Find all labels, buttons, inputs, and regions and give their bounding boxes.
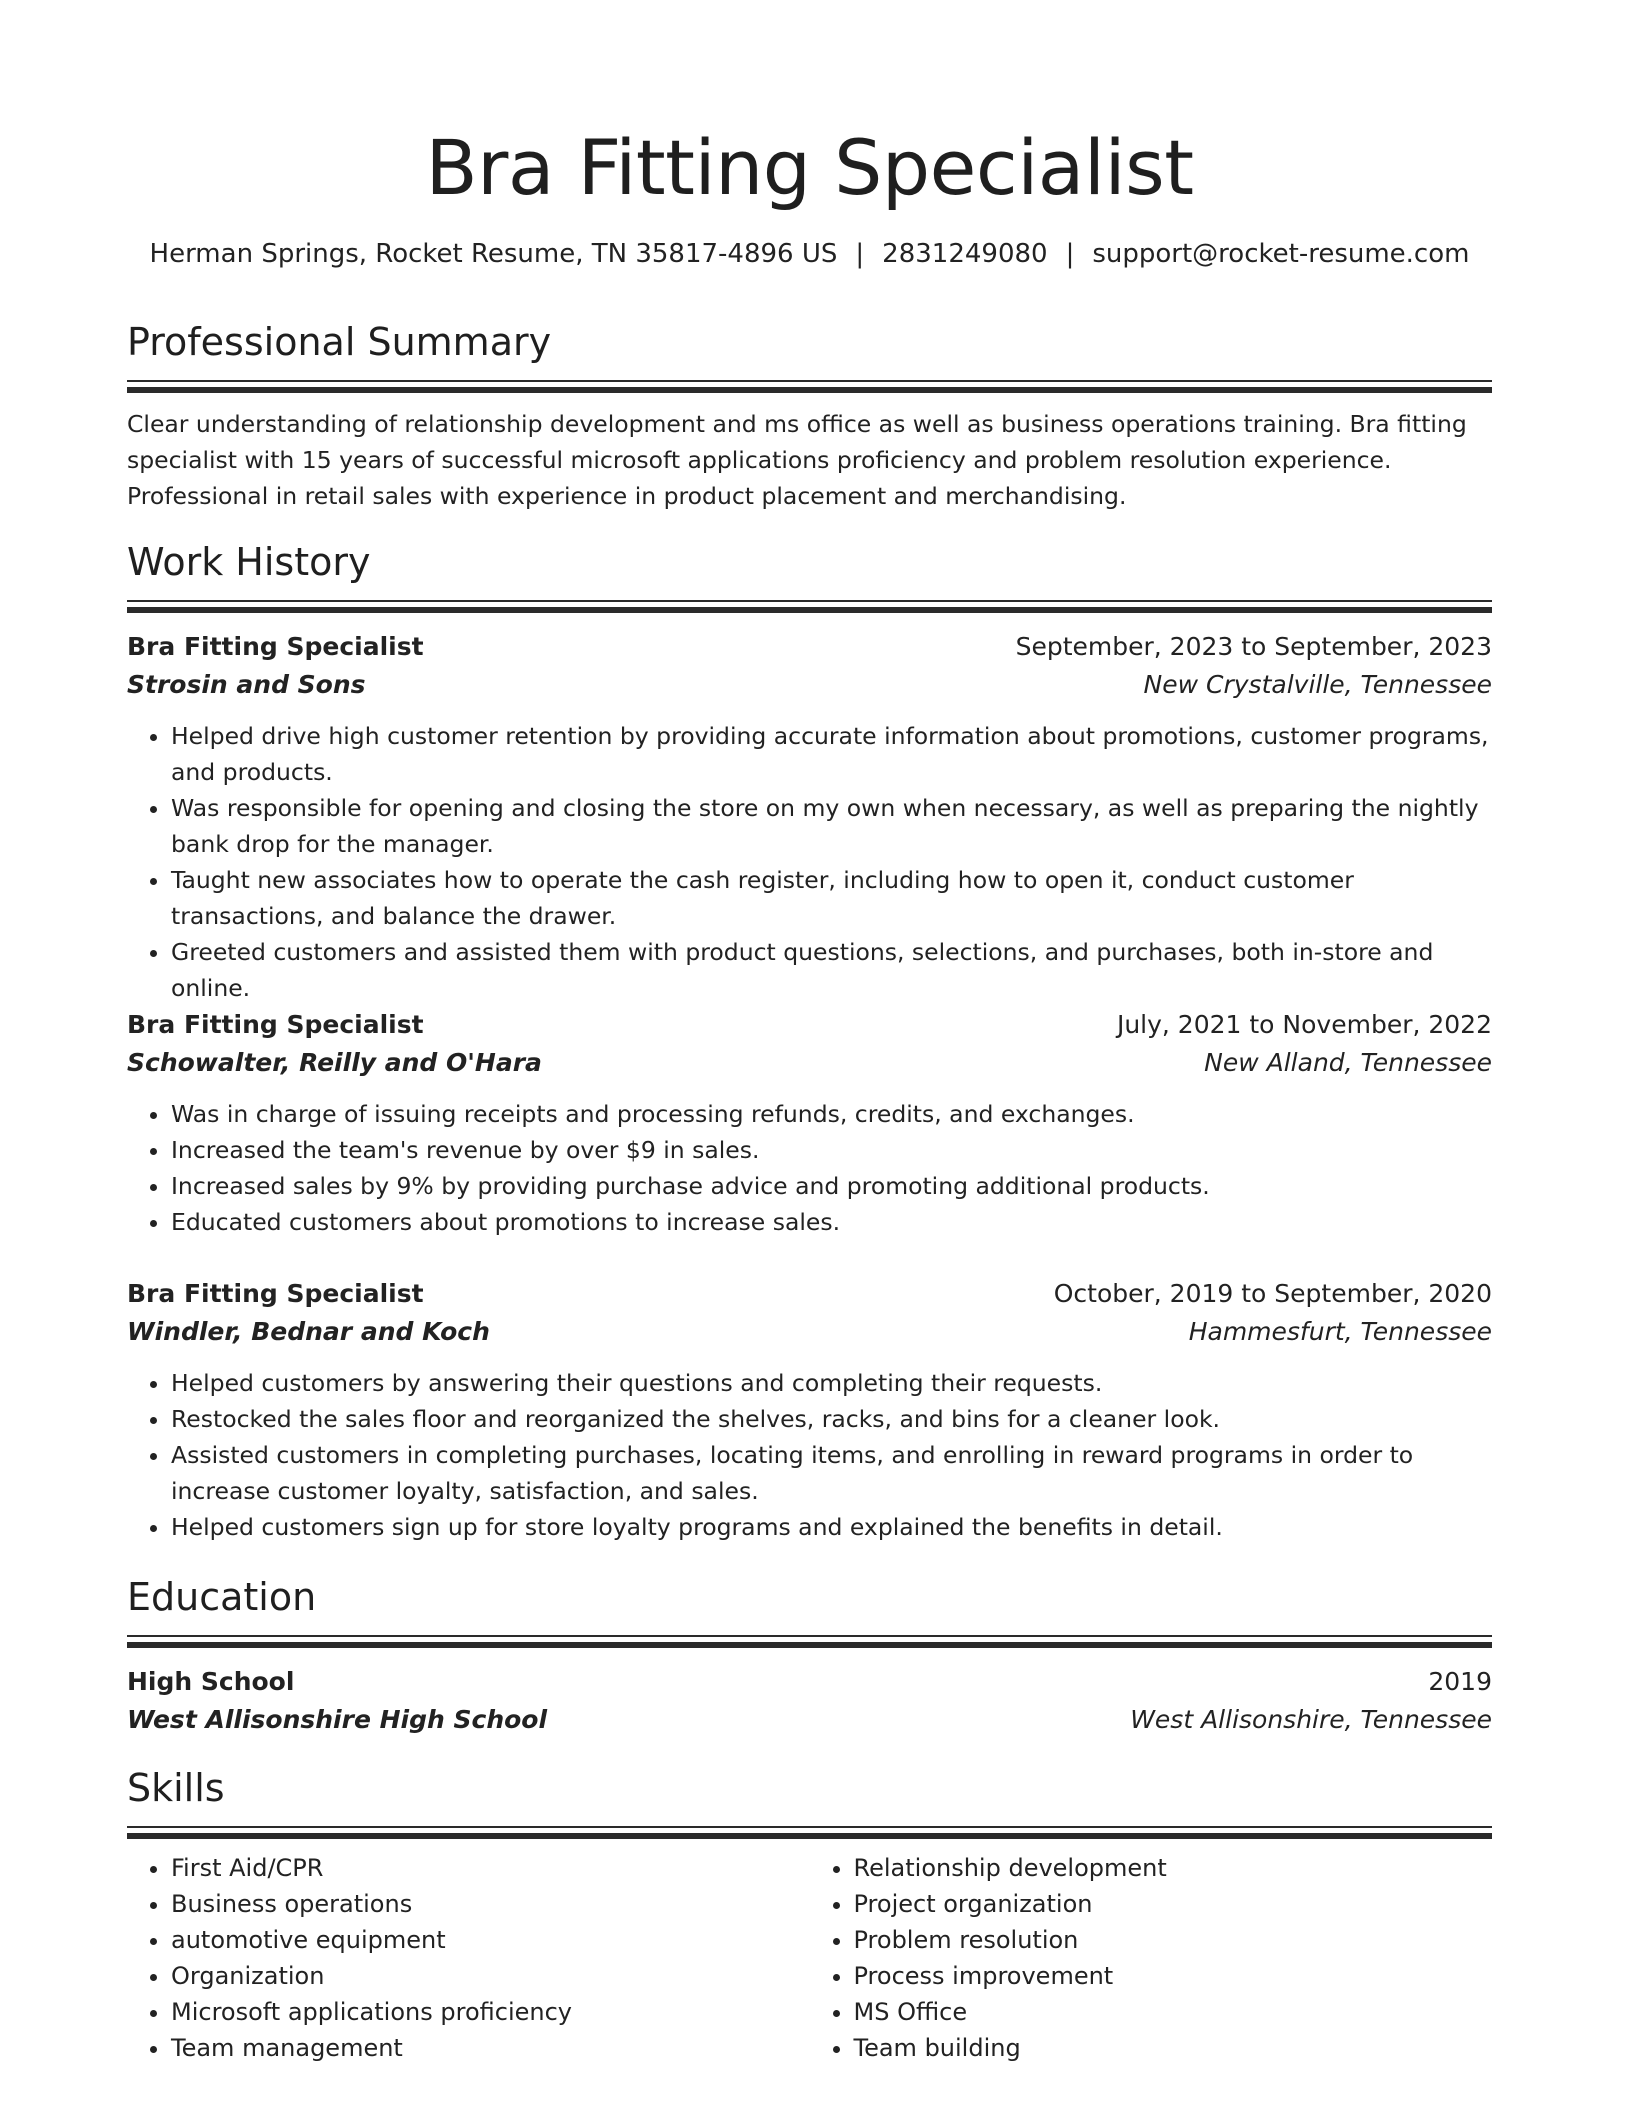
job-company: Windler, Bednar and Koch bbox=[127, 1317, 490, 1346]
section-heading: Professional Summary bbox=[127, 320, 552, 364]
list-item: • Increased the team's revenue by over $9 in sales. bbox=[171, 1132, 1492, 1168]
contact-separator: | bbox=[1065, 239, 1075, 269]
list-item: • Organization bbox=[171, 1958, 810, 1994]
job-entry bbox=[127, 628, 1492, 1006]
education-section bbox=[127, 1571, 1492, 1739]
job-title: Bra Fitting Specialist bbox=[127, 1010, 424, 1039]
list-item: • Relationship development bbox=[854, 1850, 1493, 1886]
education-location: West Allisonshire, Tennessee bbox=[1130, 1705, 1492, 1734]
section-divider bbox=[127, 600, 1492, 616]
skills-columns bbox=[127, 1850, 1492, 2066]
job-title: Bra Fitting Specialist bbox=[127, 1279, 424, 1308]
contact-line bbox=[127, 236, 1492, 272]
list-item: • Taught new associates how to operate the cash register, including how to open it, conduct customer transactions, and balance the drawer. bbox=[171, 862, 1492, 934]
skills-section bbox=[127, 1762, 1492, 2066]
contact-phone: 2831249080 bbox=[882, 239, 1048, 269]
section-divider bbox=[127, 380, 1492, 396]
summary-section bbox=[127, 316, 1492, 514]
list-item: • Process improvement bbox=[854, 1958, 1493, 1994]
job-company: Strosin and Sons bbox=[127, 670, 366, 699]
list-item: • Team building bbox=[854, 2030, 1493, 2066]
list-item: • automotive equipment bbox=[171, 1922, 810, 1958]
list-item: • Educated customers about promotions to increase sales. bbox=[171, 1204, 1492, 1240]
list-item: • Team management bbox=[171, 2030, 810, 2066]
contact-separator: | bbox=[855, 239, 865, 269]
job-location: New Alland, Tennessee bbox=[1204, 1048, 1492, 1077]
job-dates: July, 2021 to November, 2022 bbox=[1116, 1010, 1492, 1039]
list-item: • Project organization bbox=[854, 1886, 1493, 1922]
summary-text: Clear understanding of relationship development and ms office as well as business operations training. Bra fitting specialist with 15 years of successful microsoft applications proficiency and problem resolution experience. Professional in retail sales with experience in product placement and merchandising. bbox=[127, 410, 1467, 510]
contact-address: Herman Springs, Rocket Resume, TN 35817-4896 US bbox=[149, 239, 838, 269]
list-item: • Problem resolution bbox=[854, 1922, 1493, 1958]
list-item: • Restocked the sales floor and reorganized the shelves, racks, and bins for a cleaner look. bbox=[171, 1401, 1492, 1437]
list-item: • MS Office bbox=[854, 1994, 1493, 2030]
list-item: • First Aid/CPR bbox=[171, 1850, 810, 1886]
section-heading: Skills bbox=[127, 1766, 225, 1810]
education-year: 2019 bbox=[1428, 1667, 1492, 1696]
list-item: • Was responsible for opening and closing the store on my own when necessary, as well as preparing the nightly bank drop for the manager. bbox=[171, 790, 1492, 862]
work-history-section bbox=[127, 536, 1492, 616]
job-dates: September, 2023 to September, 2023 bbox=[1015, 632, 1492, 661]
resume-title: Bra Fitting Specialist bbox=[425, 123, 1194, 212]
skills-list-right bbox=[810, 1850, 1493, 2066]
job-entry bbox=[127, 1006, 1492, 1240]
list-item: • Assisted customers in completing purchases, locating items, and enrolling in reward programs in order to increase customer loyalty, satisfaction, and sales. bbox=[171, 1437, 1492, 1509]
job-company: Schowalter, Reilly and O'Hara bbox=[127, 1048, 542, 1077]
list-item: • Was in charge of issuing receipts and processing refunds, credits, and exchanges. bbox=[171, 1096, 1492, 1132]
job-dates: October, 2019 to September, 2020 bbox=[1053, 1279, 1492, 1308]
job-location: New Crystalville, Tennessee bbox=[1143, 670, 1492, 699]
job-bullets bbox=[127, 1096, 1492, 1240]
contact-email: support@rocket-resume.com bbox=[1092, 239, 1470, 269]
list-item: • Helped customers sign up for store loyalty programs and explained the benefits in detail. bbox=[171, 1509, 1492, 1545]
section-divider bbox=[127, 1635, 1492, 1651]
job-bullets bbox=[127, 718, 1492, 1006]
list-item: • Helped customers by answering their questions and completing their requests. bbox=[171, 1365, 1492, 1401]
job-location: Hammesfurt, Tennessee bbox=[1188, 1317, 1492, 1346]
education-school: West Allisonshire High School bbox=[127, 1705, 548, 1734]
job-title: Bra Fitting Specialist bbox=[127, 632, 424, 661]
list-item: • Business operations bbox=[171, 1886, 810, 1922]
list-item: • Increased sales by 9% by providing purchase advice and promoting additional products. bbox=[171, 1168, 1492, 1204]
list-item: • Greeted customers and assisted them with product questions, selections, and purchases, both in-store and online. bbox=[171, 934, 1492, 1006]
skills-list-left bbox=[127, 1850, 810, 2066]
list-item: • Microsoft applications proficiency bbox=[171, 1994, 810, 2030]
job-entry bbox=[127, 1275, 1492, 1545]
section-heading: Work History bbox=[127, 540, 371, 584]
section-heading: Education bbox=[127, 1575, 317, 1619]
list-item: • Helped drive high customer retention by providing accurate information about promotions, customer programs, and products. bbox=[171, 718, 1492, 790]
education-degree: High School bbox=[127, 1667, 295, 1696]
section-divider bbox=[127, 1826, 1492, 1842]
job-bullets bbox=[127, 1365, 1492, 1545]
